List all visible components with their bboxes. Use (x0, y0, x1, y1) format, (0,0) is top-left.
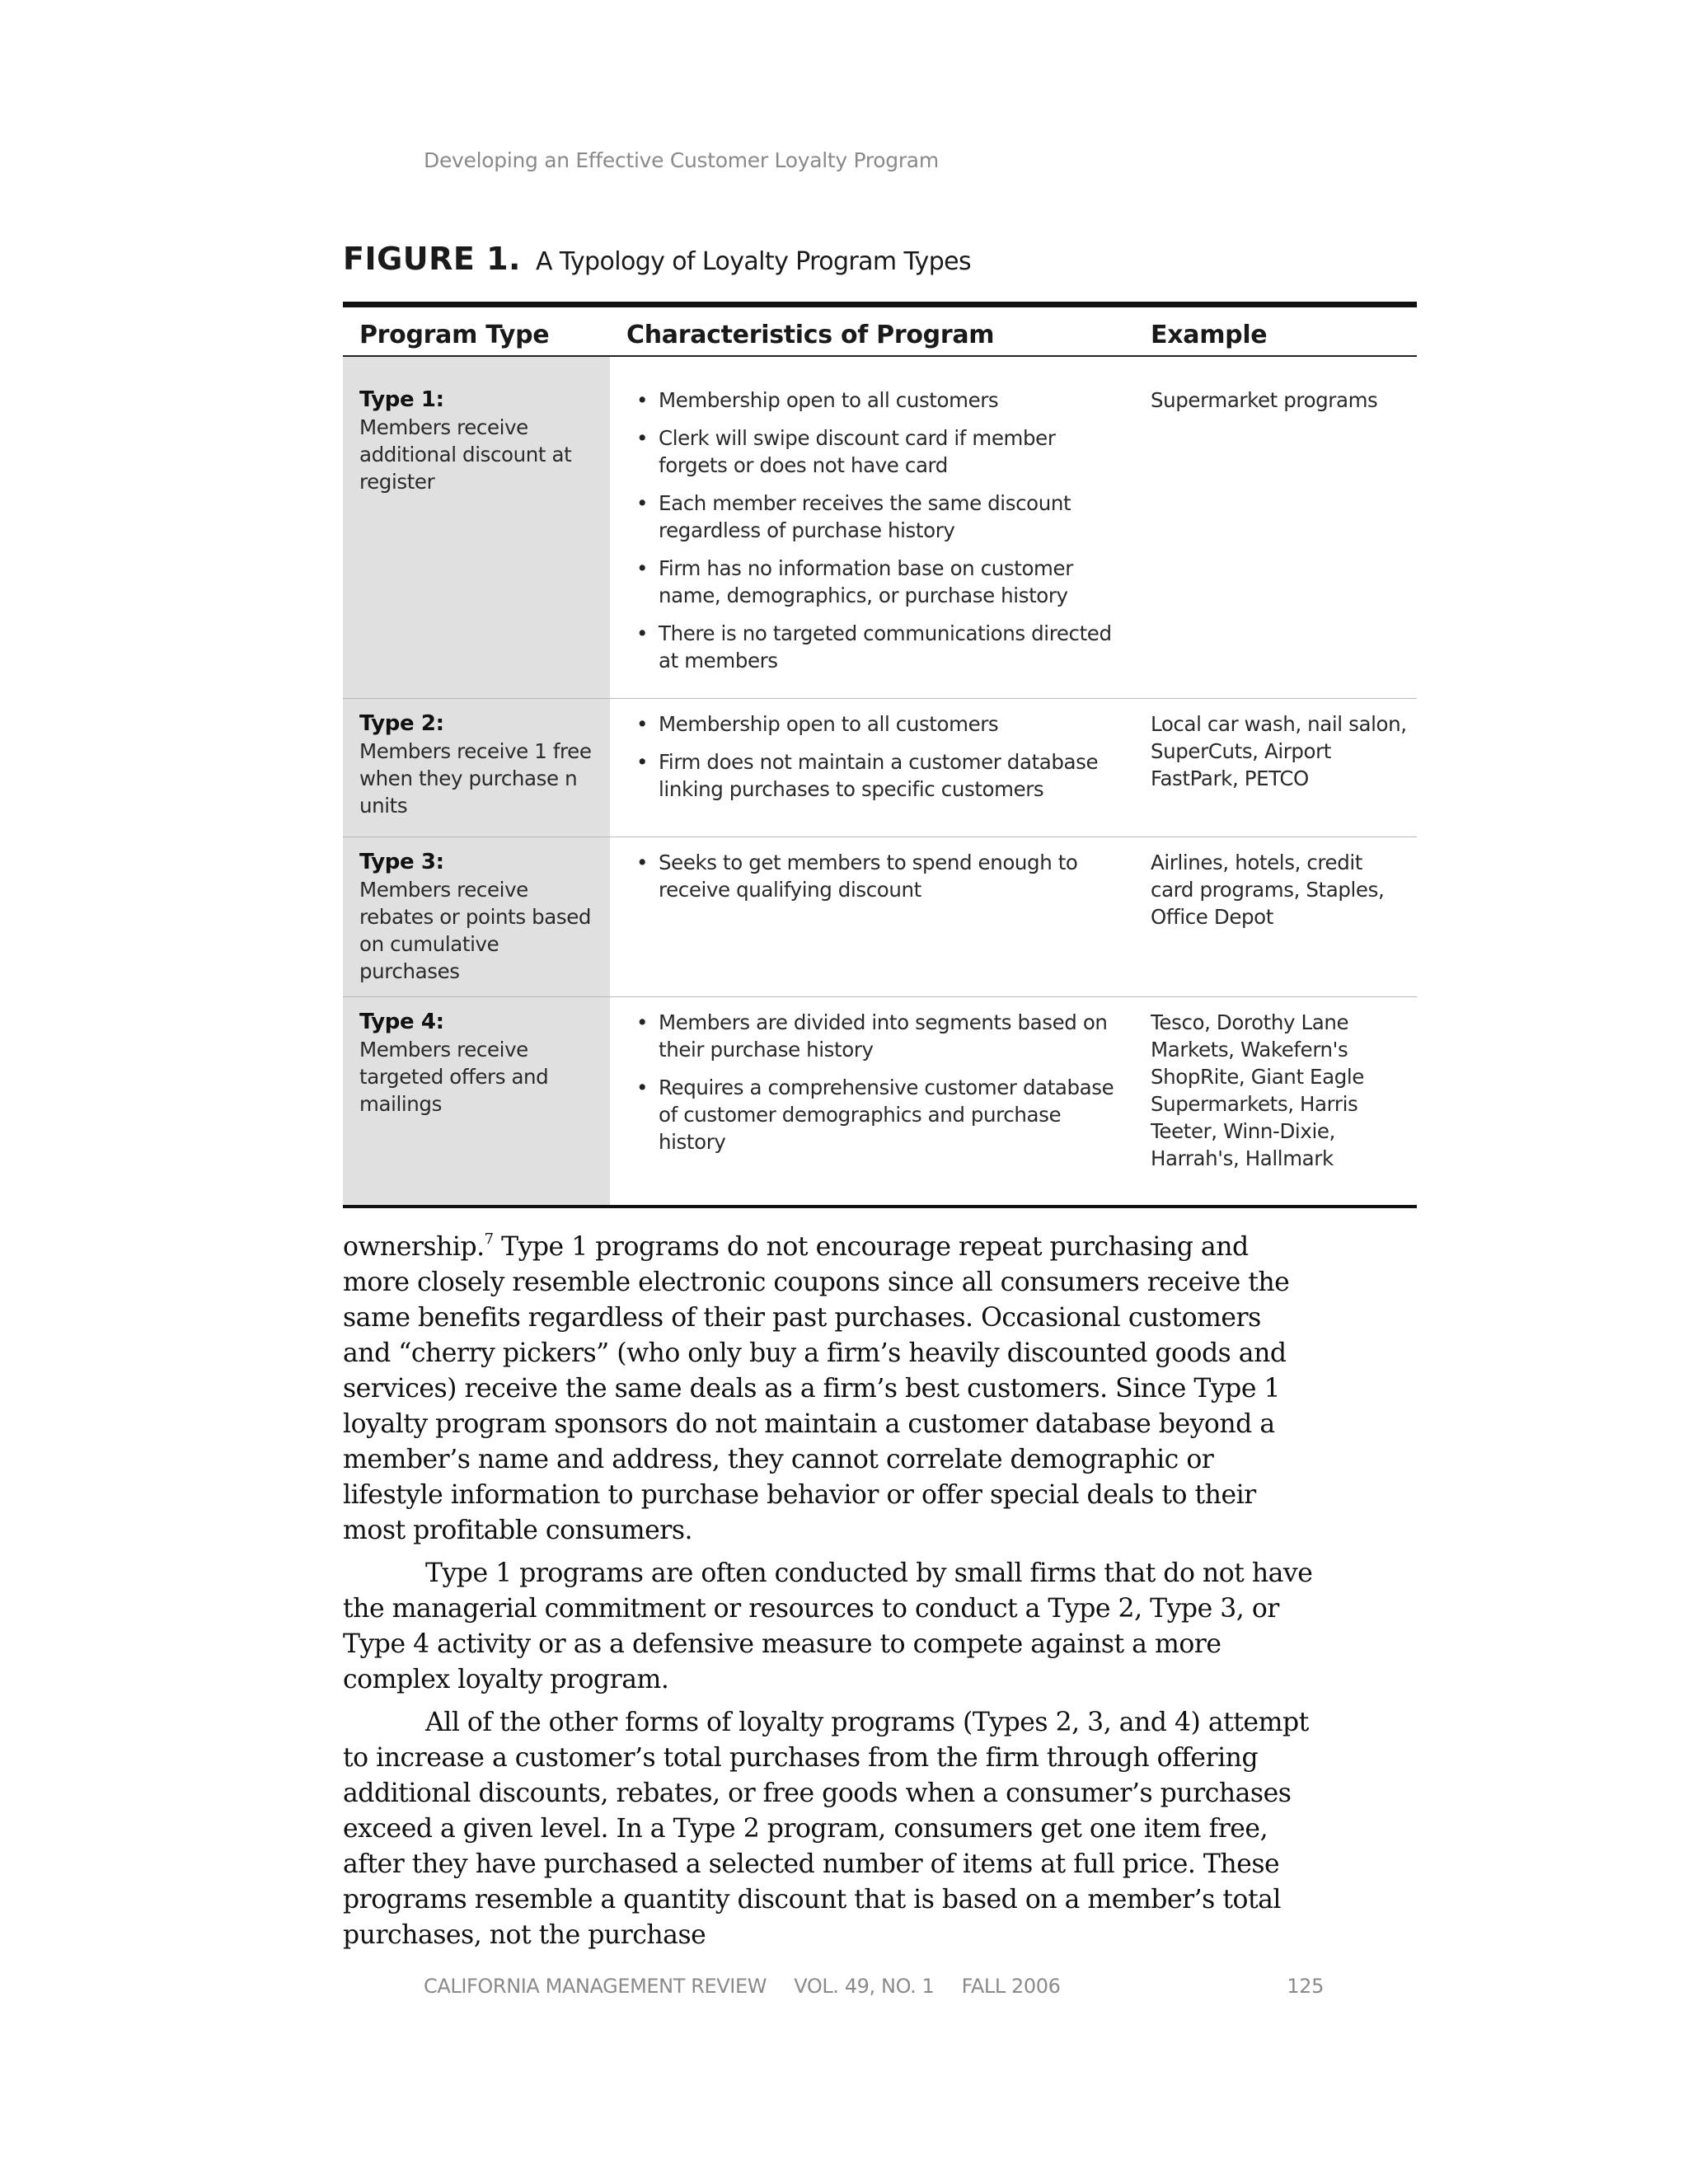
characteristic-item: • Membership open to all customers (635, 710, 1118, 738)
characteristic-item: • Firm does not maintain a customer database linking purchases to specific customers (635, 748, 1118, 803)
type-description: Members receive 1 free when they purchase n units (359, 739, 592, 818)
page-footer (424, 1975, 1324, 1998)
table-row-type-3 (343, 837, 1417, 997)
paragraph-text: ownership. (343, 1232, 485, 1262)
type-name: Type 4: (359, 1010, 444, 1034)
characteristics-cell (610, 699, 1134, 837)
program-type-cell (343, 837, 610, 997)
type-name: Type 2: (359, 711, 444, 736)
type-name: Type 3: (359, 850, 444, 874)
table-row-type-4 (343, 997, 1417, 1207)
volume-number: VOL. 49, NO. 1 (794, 1975, 935, 1998)
column-header-characteristics: Characteristics of Program (610, 305, 1134, 357)
page-number: 125 (1287, 1975, 1324, 1998)
example-cell: Local car wash, nail salon, SuperCuts, Airport FastPark, PETCO (1134, 699, 1417, 837)
type-description: Members receive targeted offers and mailings (359, 1038, 549, 1116)
characteristic-item: • Seeks to get members to spend enough to receive qualifying discount (635, 849, 1118, 903)
characteristic-item: • Clerk will swipe discount card if member forgets or does not have card (635, 424, 1118, 479)
running-head: Developing an Effective Customer Loyalty Program (424, 148, 939, 172)
figure-label: FIGURE 1. (343, 241, 521, 277)
characteristic-item: • There is no targeted communications directed at members (635, 620, 1118, 674)
characteristic-item: • Firm has no information base on customer name, demographics, or purchase history (635, 555, 1118, 609)
characteristics-list (635, 1009, 1118, 1155)
typology-table-wrapper (343, 302, 1417, 1208)
typology-table (343, 302, 1417, 1208)
characteristics-list (635, 710, 1118, 803)
program-type-cell (343, 356, 610, 699)
characteristic-item: • Requires a comprehensive customer database of customer demographics and purchase history (635, 1074, 1118, 1155)
example-cell: Supermarket programs (1151, 388, 1378, 412)
table-header-row (343, 305, 1417, 357)
body-text (343, 1230, 1315, 1961)
program-type-cell (343, 699, 610, 837)
program-type-cell (343, 997, 610, 1207)
paragraph: All of the other forms of loyalty programs (Types 2, 3, and 4) attempt to increase a customer’s total purchases from the firm through offering additional discounts, rebates, or free goods when a consumer’s purchases exceed a given level. In a Type 2 program, consumers get one item free, after they have purchased a selected number of items at full price. These programs resemble a quantity discount that is based on a member’s total purchases, not the purchase (343, 1708, 1309, 1950)
characteristics-cell (610, 997, 1134, 1207)
example-cell: Airlines, hotels, credit card programs, Staples, Office Depot (1134, 837, 1417, 997)
table-row-type-1 (343, 356, 1417, 699)
characteristics-list (635, 849, 1118, 903)
endnote-reference[interactable]: 7 (484, 1230, 494, 1248)
figure-caption (343, 241, 971, 277)
characteristic-item: • Membership open to all customers (635, 387, 1118, 414)
paragraph-text: Type 1 programs do not encourage repeat purchasing and more closely resemble electronic coupons since all consumers receive the same benefits regardless of their past purchases. Occasional customers and “cherry pickers” (who only buy a firm’s heavily discounted goods and services) receive the same deals as a firm’s best customers. Since Type 1 loyalty program sponsors do not maintain a customer database beyond a member’s name and address, they cannot correlate demographic or lifestyle information to purchase behavior or offer special deals to their most profitable consumers. (343, 1232, 1290, 1545)
issue-season: FALL 2006 (961, 1975, 1061, 1998)
example-cell: Tesco, Dorothy Lane Markets, Wakefern's ShopRite, Giant Eagle Supermarkets, Harris Teeter, Winn-Dixie, Harrah's, Hallmark (1134, 997, 1417, 1207)
column-header-program-type: Program Type (343, 305, 610, 357)
paragraph: Type 1 programs are often conducted by small firms that do not have the managerial commitment or resources to conduct a Type 2, Type 3, or Type 4 activity or as a defensive measure to compete against a more complex loyalty program. (343, 1558, 1313, 1694)
paragraph (343, 1230, 1315, 1549)
characteristics-cell (610, 356, 1134, 699)
figure-title: A Typology of Loyalty Program Types (535, 247, 972, 276)
table-row-type-2 (343, 699, 1417, 837)
journal-name: CALIFORNIA MANAGEMENT REVIEW (424, 1975, 767, 1998)
characteristic-item: • Each member receives the same discount regardless of purchase history (635, 490, 1118, 544)
characteristic-item: • Members are divided into segments based on their purchase history (635, 1009, 1118, 1063)
characteristics-cell (610, 837, 1134, 997)
type-description: Members receive additional discount at register (359, 415, 572, 494)
characteristics-list (635, 387, 1118, 674)
type-description: Members receive rebates or points based on cumulative purchases (359, 878, 592, 983)
type-name: Type 1: (359, 387, 444, 412)
column-header-example: Example (1134, 305, 1417, 357)
